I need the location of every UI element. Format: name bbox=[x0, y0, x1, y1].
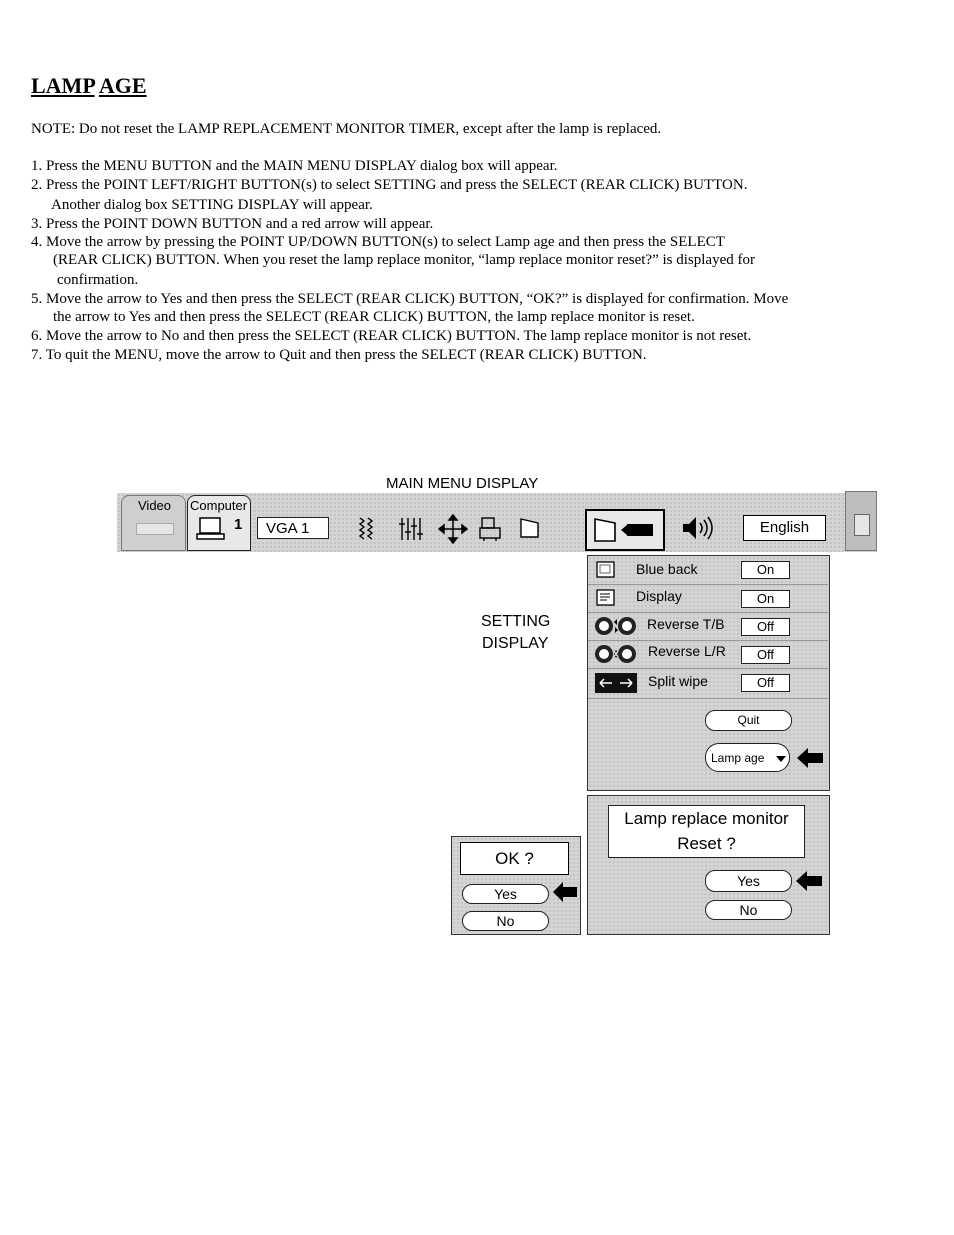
vcr-icon bbox=[136, 523, 174, 535]
speaker-icon[interactable] bbox=[681, 514, 717, 542]
step-6: 6. Move the arrow to No and then press the SELECT (REAR CLICK) BUTTON. The lamp replace monitor is not reset. bbox=[31, 328, 752, 344]
step-3: 3. Press the POINT DOWN BUTTON and a red arrow will appear. bbox=[31, 216, 434, 232]
ok-yes-button[interactable]: Yes bbox=[462, 884, 549, 904]
step-4-cont: (REAR CLICK) BUTTON. When you reset the lamp replace monitor, “lamp replace monitor reset?” is displayed for bbox=[53, 252, 755, 268]
keystone-icon[interactable] bbox=[519, 517, 541, 539]
selector-arrow-icon bbox=[796, 747, 824, 769]
title-word-age: AGE bbox=[98, 73, 147, 98]
setting-row-label: Display bbox=[636, 588, 682, 604]
reverse-lr-icon bbox=[594, 643, 638, 665]
setting-row-label: Blue back bbox=[636, 561, 698, 577]
lamp-reset-line1: Lamp replace monitor bbox=[624, 809, 789, 828]
setting-row-label: Reverse L/R bbox=[648, 643, 726, 659]
equalizer-icon[interactable] bbox=[398, 516, 424, 542]
lamp-reset-line2: Reset ? bbox=[677, 834, 736, 853]
step-7: 7. To quit the MENU, move the arrow to Quit and then press the SELECT (REAR CLICK) BUTTON. bbox=[31, 347, 647, 363]
blue-back-value[interactable]: On bbox=[741, 561, 790, 579]
title-word-lamp: LAMP bbox=[31, 73, 95, 98]
setting-display-label-2: DISPLAY bbox=[482, 635, 549, 652]
step-4-cont2: confirmation. bbox=[57, 272, 139, 288]
reset-yes-button[interactable]: Yes bbox=[705, 870, 792, 892]
page-title bbox=[31, 73, 147, 99]
setting-row-blue-back[interactable] bbox=[588, 556, 828, 585]
step-4: 4. Move the arrow by pressing the POINT UP/DOWN BUTTON(s) to select Lamp age and then press the SELECT bbox=[31, 234, 725, 250]
step-5: 5. Move the arrow to Yes and then press the SELECT (REAR CLICK) BUTTON, “OK?” is displayed for confirmation. Move bbox=[31, 291, 789, 307]
setting-icon bbox=[593, 517, 657, 543]
blue-back-icon bbox=[596, 561, 616, 579]
language-selector[interactable]: English bbox=[743, 515, 826, 541]
computer-tab-label: Computer bbox=[190, 498, 248, 513]
reset-no-button[interactable]: No bbox=[705, 900, 792, 920]
ok-no-button[interactable]: No bbox=[462, 911, 549, 931]
setting-tab[interactable] bbox=[585, 509, 665, 551]
lamp-age-button[interactable] bbox=[705, 743, 790, 772]
menu-bar-end bbox=[845, 491, 877, 551]
chevron-down-icon bbox=[776, 756, 786, 762]
note-text: NOTE: Do not reset the LAMP REPLACEMENT MONITOR TIMER, except after the lamp is replaced. bbox=[31, 121, 662, 137]
lamp-reset-message bbox=[608, 805, 805, 858]
split-wipe-icon bbox=[594, 672, 638, 694]
step-1: 1. Press the MENU BUTTON and the MAIN MENU DISPLAY dialog box will appear. bbox=[31, 158, 558, 174]
computer-tab[interactable] bbox=[187, 495, 251, 551]
vga-selector[interactable]: VGA 1 bbox=[257, 517, 329, 539]
setting-row-label: Reverse T/B bbox=[647, 616, 725, 632]
ok-message: OK ? bbox=[460, 842, 569, 875]
reverse-lr-value[interactable]: Off bbox=[741, 646, 790, 664]
split-wipe-value[interactable]: Off bbox=[741, 674, 790, 692]
lamp-age-label: Lamp age bbox=[711, 751, 765, 765]
setting-row-reverse-tb[interactable] bbox=[588, 612, 828, 641]
selector-arrow-icon bbox=[795, 870, 823, 892]
setting-display-label-1: SETTING bbox=[481, 613, 551, 630]
quit-button[interactable]: Quit bbox=[705, 710, 792, 731]
screen-icon[interactable] bbox=[478, 516, 504, 542]
reverse-tb-value[interactable]: Off bbox=[741, 618, 790, 636]
selector-arrow-icon bbox=[552, 881, 578, 903]
video-tab-label: Video bbox=[138, 498, 172, 513]
setting-row-label: Split wipe bbox=[648, 673, 708, 689]
display-icon bbox=[596, 589, 616, 607]
step-2-cont: Another dialog box SETTING DISPLAY will appear. bbox=[51, 197, 373, 213]
video-tab[interactable] bbox=[121, 495, 186, 551]
step-5-cont: the arrow to Yes and then press the SELECT (REAR CLICK) BUTTON, the lamp replace monitor is reset. bbox=[53, 309, 695, 325]
computer-number: 1 bbox=[234, 516, 243, 533]
laptop-icon bbox=[196, 516, 226, 542]
setting-row-display[interactable] bbox=[588, 584, 828, 613]
setting-row-reverse-lr[interactable] bbox=[588, 640, 828, 669]
main-menu-display-label: MAIN MENU DISPLAY bbox=[386, 475, 539, 492]
move-icon[interactable] bbox=[438, 514, 468, 544]
reverse-tb-icon bbox=[594, 615, 638, 637]
setting-row-split-wipe[interactable] bbox=[588, 668, 828, 699]
wave-icon[interactable] bbox=[356, 516, 380, 542]
display-value[interactable]: On bbox=[741, 590, 790, 608]
step-2: 2. Press the POINT LEFT/RIGHT BUTTON(s) to select SETTING and press the SELECT (REAR CLICK) BUTTON. bbox=[31, 177, 748, 193]
